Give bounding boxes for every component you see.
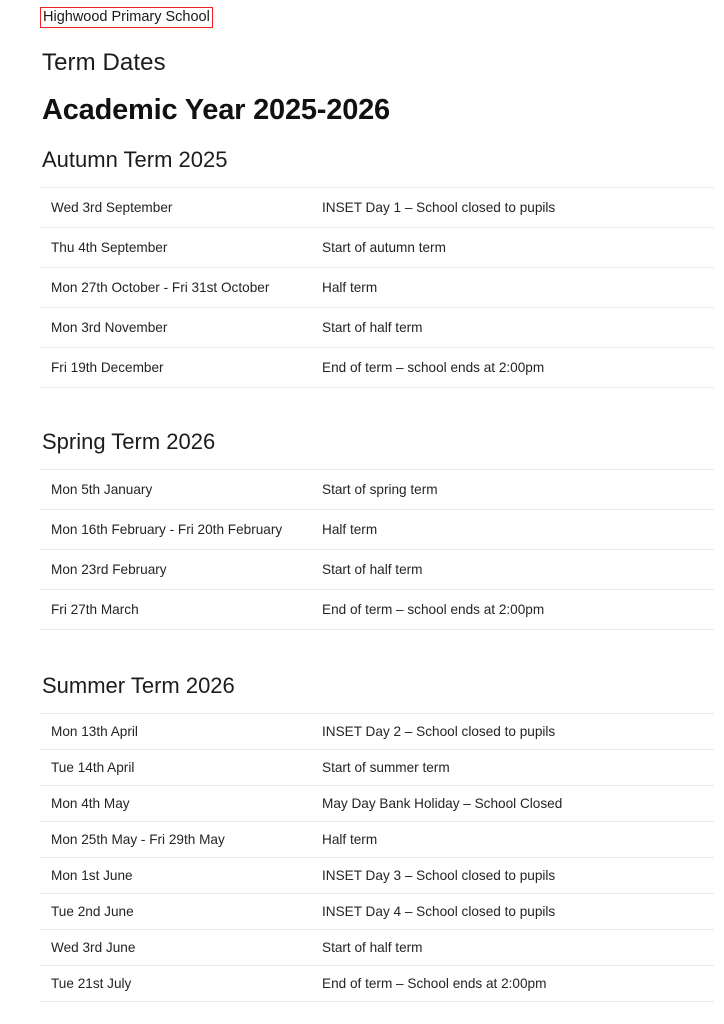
row-date: Mon 1st June: [51, 868, 133, 883]
term-heading-summer: Summer Term 2026: [42, 673, 235, 698]
table-row: [40, 228, 714, 268]
table-row: [40, 590, 714, 630]
term-table-spring: [40, 469, 714, 630]
table-row: [40, 308, 714, 348]
table-row: [40, 786, 714, 822]
row-description: Half term: [322, 280, 378, 295]
term-section-summer: [40, 673, 684, 1002]
term-table-autumn: [40, 187, 714, 388]
row-description: INSET Day 2 – School closed to pupils: [322, 724, 556, 739]
row-description: Start of autumn term: [322, 240, 446, 255]
row-description: Start of half term: [322, 562, 423, 577]
academic-year-heading: Academic Year 2025-2026: [42, 94, 390, 126]
row-date: Wed 3rd September: [51, 200, 173, 215]
table-row: [40, 822, 714, 858]
row-date: Tue 21st July: [51, 976, 132, 991]
row-description: End of term – School ends at 2:00pm: [322, 976, 547, 991]
table-row: [40, 714, 714, 750]
table-row: [40, 750, 714, 786]
table-row: [40, 470, 714, 510]
row-date: Mon 13th April: [51, 724, 138, 739]
site-title-link[interactable]: Highwood Primary School: [40, 7, 213, 28]
row-description: Start of summer term: [322, 760, 450, 775]
table-row: [40, 268, 714, 308]
row-description: Start of spring term: [322, 482, 438, 497]
table-row: [40, 966, 714, 1002]
table-row: [40, 188, 714, 228]
row-description: End of term – school ends at 2:00pm: [322, 602, 545, 617]
row-date: Mon 16th February - Fri 20th February: [51, 522, 283, 537]
term-table-summer: [40, 713, 714, 1002]
row-date: Mon 25th May - Fri 29th May: [51, 832, 225, 847]
row-date: Mon 27th October - Fri 31st October: [51, 280, 270, 295]
row-date: Fri 27th March: [51, 602, 139, 617]
row-description: Start of half term: [322, 940, 423, 955]
row-description: Half term: [322, 522, 378, 537]
table-row: [40, 510, 714, 550]
row-date: Tue 2nd June: [51, 904, 134, 919]
table-row: [40, 550, 714, 590]
term-heading-autumn: Autumn Term 2025: [42, 147, 228, 172]
term-table-body-autumn: [40, 188, 714, 388]
row-description: Start of half term: [322, 320, 423, 335]
row-date: Thu 4th September: [51, 240, 168, 255]
row-date: Mon 3rd November: [51, 320, 168, 335]
row-date: Mon 5th January: [51, 482, 153, 497]
site-title-container: [40, 0, 684, 28]
row-description: May Day Bank Holiday – School Closed: [322, 796, 563, 811]
table-row: [40, 858, 714, 894]
row-description: INSET Day 3 – School closed to pupils: [322, 868, 556, 883]
row-description: INSET Day 4 – School closed to pupils: [322, 904, 556, 919]
row-date: Tue 14th April: [51, 760, 135, 775]
term-table-body-summer: [40, 714, 714, 1002]
row-description: Half term: [322, 832, 378, 847]
table-row: [40, 348, 714, 388]
row-description: End of term – school ends at 2:00pm: [322, 360, 545, 375]
page-title: Term Dates: [42, 49, 166, 76]
row-date: Wed 3rd June: [51, 940, 136, 955]
term-table-body-spring: [40, 470, 714, 630]
row-date: Fri 19th December: [51, 360, 164, 375]
table-row: [40, 894, 714, 930]
row-date: Mon 23rd February: [51, 562, 167, 577]
table-row: [40, 930, 714, 966]
row-date: Mon 4th May: [51, 796, 130, 811]
term-heading-spring: Spring Term 2026: [42, 429, 216, 454]
row-description: INSET Day 1 – School closed to pupils: [322, 200, 556, 215]
term-section-autumn: [40, 147, 684, 388]
term-section-spring: [40, 429, 684, 630]
